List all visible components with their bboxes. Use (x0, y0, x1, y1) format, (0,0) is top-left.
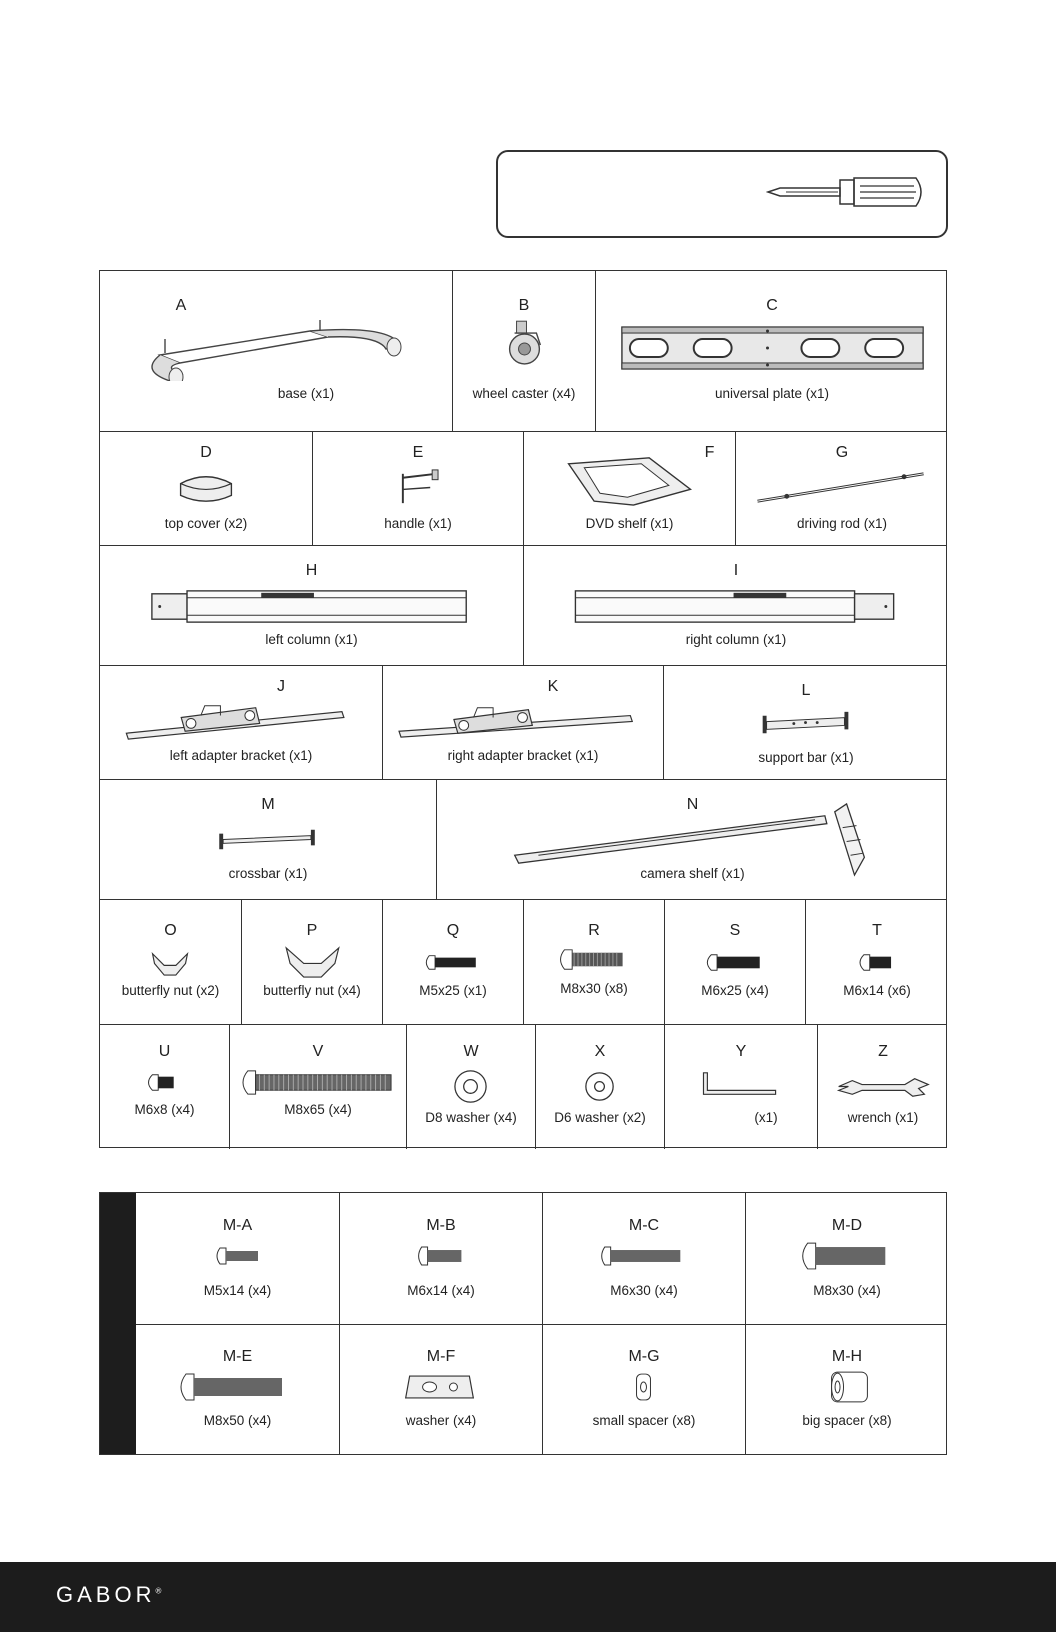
left-column-icon (100, 586, 523, 627)
wrench-icon (818, 1067, 948, 1105)
hex-key-icon (665, 1067, 817, 1105)
part-caption: universal plate (x1) (714, 386, 830, 401)
part-y (664, 1025, 817, 1149)
screw-icon (100, 1067, 229, 1097)
part-caption: left column (x1) (265, 632, 358, 647)
part-x (535, 1025, 664, 1149)
part-s (664, 900, 805, 1024)
part-caption: right column (x1) (685, 632, 787, 647)
part-caption: M5x25 (x1) (419, 983, 487, 998)
part-letter: E (412, 444, 424, 461)
part-letter: Q (446, 922, 460, 939)
part-k (382, 666, 663, 779)
screw-icon (543, 1243, 745, 1270)
small-spacer-icon (543, 1370, 745, 1404)
kit-caption: M6x14 (x4) (407, 1283, 475, 1298)
part-w (406, 1025, 535, 1149)
part-z (817, 1025, 948, 1149)
kit-letter: M-A (222, 1217, 253, 1234)
part-letter: K (547, 678, 559, 695)
kit-mg (542, 1324, 745, 1454)
brand-name: GABOR (56, 1582, 156, 1607)
part-e (312, 432, 523, 545)
butterfly-nut-icon (242, 944, 382, 980)
part-q (382, 900, 523, 1024)
screw-icon (806, 946, 948, 978)
kit-letter: M-C (628, 1217, 660, 1234)
registered-mark: ® (155, 1586, 162, 1596)
screw-icon (746, 1241, 948, 1272)
part-letter: I (733, 562, 739, 579)
part-caption: handle (x1) (384, 516, 452, 531)
left-adapter-bracket-icon (100, 694, 382, 743)
brand-logo (56, 1582, 161, 1608)
part-caption: D6 washer (x2) (554, 1110, 646, 1125)
part-j (100, 666, 382, 779)
part-letter: Y (735, 1043, 747, 1060)
part-letter: S (729, 922, 741, 939)
part-n (436, 780, 948, 899)
top-cover-icon (100, 466, 312, 509)
part-a (100, 271, 452, 431)
dvd-shelf-icon (524, 450, 735, 509)
right-adapter-bracket-icon (383, 694, 663, 743)
part-caption: M6x14 (x6) (843, 983, 911, 998)
part-letter: U (158, 1043, 171, 1060)
part-letter: B (518, 297, 530, 314)
kit-mh (745, 1324, 948, 1454)
kit-letter: M-E (222, 1348, 253, 1365)
screwdriver-icon (766, 170, 928, 214)
parts-row-4 (100, 665, 946, 779)
kit-caption: small spacer (x8) (592, 1413, 696, 1428)
screw-icon (383, 946, 523, 978)
part-caption: crossbar (x1) (228, 866, 308, 881)
parts-grid (99, 270, 947, 1148)
part-letter: V (312, 1043, 324, 1060)
screw-icon (136, 1243, 339, 1270)
part-letter: F (704, 444, 715, 461)
part-o (100, 900, 241, 1024)
part-caption: M8x65 (x4) (284, 1102, 352, 1117)
part-c (595, 271, 948, 431)
part-caption: camera shelf (x1) (640, 866, 745, 881)
kit-letter: M-F (426, 1348, 456, 1365)
part-letter: Z (878, 1043, 888, 1060)
tools-required-box (496, 150, 948, 238)
part-caption: driving rod (x1) (796, 516, 888, 531)
big-spacer-icon (746, 1370, 948, 1404)
kit-caption: big spacer (x8) (802, 1413, 892, 1428)
kit-mb (339, 1193, 542, 1324)
parts-row-6 (100, 899, 946, 1024)
kit-side-bar (100, 1193, 136, 1454)
part-letter: O (164, 922, 177, 939)
part-r (523, 900, 664, 1024)
screw-icon (524, 944, 664, 976)
parts-row-3 (100, 545, 946, 665)
part-caption: M8x30 (x8) (560, 981, 628, 996)
bolt-icon (230, 1067, 406, 1097)
kit-md (745, 1193, 948, 1324)
part-m (100, 780, 436, 899)
driving-rod-icon (736, 466, 948, 509)
screw-icon (340, 1243, 542, 1270)
part-letter: M (261, 796, 275, 813)
right-column-icon (524, 586, 948, 627)
part-v (229, 1025, 406, 1149)
part-u (100, 1025, 229, 1149)
part-p (241, 900, 382, 1024)
part-letter: P (306, 922, 318, 939)
part-letter: X (594, 1043, 606, 1060)
parts-row-1 (100, 271, 946, 431)
plate-washer-icon (340, 1370, 542, 1404)
crossbar-icon (100, 820, 436, 859)
part-caption: wheel caster (x4) (472, 386, 576, 401)
kit-row-2 (136, 1324, 946, 1454)
part-caption: wrench (x1) (847, 1110, 919, 1125)
part-letter: N (686, 796, 699, 813)
kit-ma (136, 1193, 339, 1324)
part-g (735, 432, 948, 545)
part-letter: C (766, 297, 778, 314)
part-h (100, 546, 523, 665)
part-l (663, 666, 948, 779)
part-caption: D8 washer (x4) (425, 1110, 517, 1125)
part-caption: butterfly nut (x4) (263, 983, 361, 998)
footer-bar (0, 1562, 1056, 1632)
mounting-hardware-kit (99, 1192, 947, 1455)
kit-me (136, 1324, 339, 1454)
part-caption: left adapter bracket (x1) (169, 748, 313, 763)
kit-letter: M-G (628, 1348, 660, 1365)
part-b (452, 271, 595, 431)
base-icon (100, 315, 452, 381)
part-d (100, 432, 312, 545)
kit-mc (542, 1193, 745, 1324)
wheel-caster-icon (453, 315, 595, 381)
part-caption: base (x1) (277, 386, 335, 401)
parts-row-2 (100, 431, 946, 545)
part-f (523, 432, 735, 545)
kit-letter: M-H (831, 1348, 863, 1365)
part-caption: (x1) (754, 1110, 778, 1125)
washer-icon (407, 1067, 535, 1105)
part-t (805, 900, 948, 1024)
universal-plate-icon (596, 315, 948, 381)
part-caption: M6x8 (x4) (134, 1102, 195, 1117)
part-letter: J (277, 678, 285, 695)
kit-caption: M6x30 (x4) (610, 1283, 678, 1298)
kit-caption: M8x50 (x4) (203, 1413, 272, 1428)
kit-mf (339, 1324, 542, 1454)
parts-row-7 (100, 1024, 946, 1149)
part-letter: A (175, 297, 187, 314)
part-letter: W (463, 1043, 479, 1060)
kit-letter: M-B (426, 1217, 456, 1234)
part-i (523, 546, 948, 665)
part-letter: D (200, 444, 212, 461)
washer-icon (536, 1067, 664, 1105)
part-caption: M6x25 (x4) (701, 983, 769, 998)
kit-row-1 (136, 1193, 946, 1325)
kit-caption: M8x30 (x4) (813, 1283, 881, 1298)
part-caption: DVD shelf (x1) (585, 516, 674, 531)
handle-icon (313, 466, 523, 509)
part-letter: R (588, 922, 600, 939)
kit-caption: washer (x4) (405, 1413, 477, 1428)
screw-icon (665, 946, 805, 978)
part-caption: support bar (x1) (758, 750, 854, 765)
support-bar-icon (664, 706, 948, 743)
part-caption: butterfly nut (x2) (121, 983, 220, 998)
kit-letter: M-D (831, 1217, 863, 1234)
part-letter: L (801, 682, 811, 699)
part-letter: G (835, 444, 849, 461)
part-caption: right adapter bracket (x1) (447, 748, 599, 763)
part-letter: H (305, 562, 318, 579)
part-letter: T (872, 922, 882, 939)
parts-row-5 (100, 779, 946, 899)
butterfly-nut-icon (100, 946, 241, 978)
bolt-icon (136, 1372, 339, 1402)
kit-caption: M5x14 (x4) (203, 1283, 272, 1298)
part-caption: top cover (x2) (164, 516, 248, 531)
